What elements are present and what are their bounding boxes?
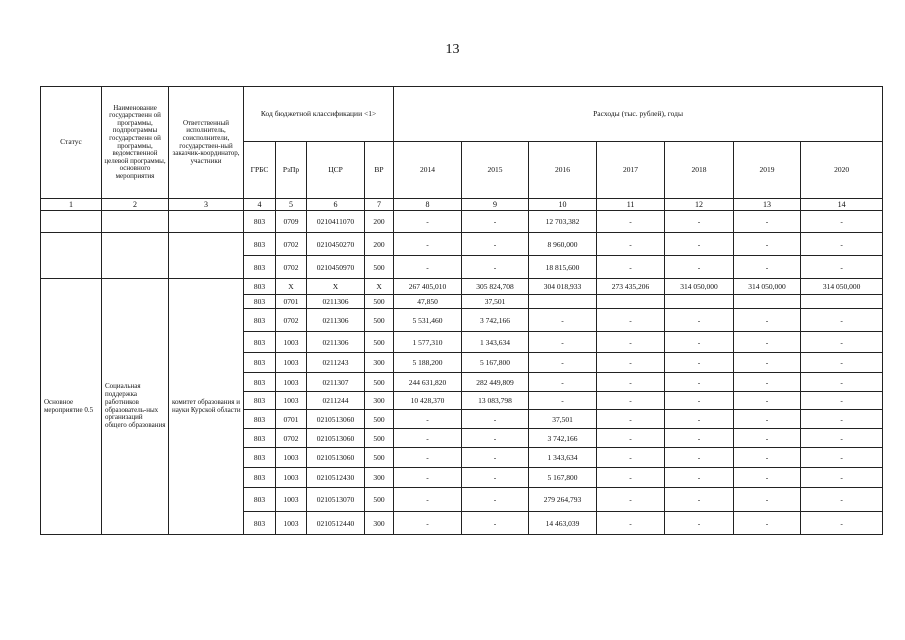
table-cell: - bbox=[665, 373, 734, 392]
table-cell: 0210512430 bbox=[307, 468, 365, 488]
table-cell: - bbox=[734, 448, 801, 468]
header-year: 2015 bbox=[462, 142, 529, 199]
table-cell: Х bbox=[276, 279, 307, 295]
table-cell: 37,501 bbox=[529, 410, 597, 429]
table-cell: - bbox=[394, 211, 462, 233]
table-cell: 300 bbox=[365, 353, 394, 373]
table-cell: 1003 bbox=[276, 353, 307, 373]
table-cell: - bbox=[462, 468, 529, 488]
table-cell: - bbox=[801, 256, 883, 279]
table-cell: - bbox=[462, 256, 529, 279]
table-cell: - bbox=[462, 512, 529, 535]
table-cell: - bbox=[597, 309, 665, 332]
table-cell: 0702 bbox=[276, 429, 307, 448]
table-cell: - bbox=[462, 448, 529, 468]
table-cell: - bbox=[394, 233, 462, 256]
table-cell: - bbox=[801, 373, 883, 392]
table-cell: - bbox=[394, 512, 462, 535]
table-cell: - bbox=[665, 332, 734, 353]
table-cell: - bbox=[665, 512, 734, 535]
table-cell: - bbox=[665, 256, 734, 279]
table-cell: 314 050,000 bbox=[734, 279, 801, 295]
column-number: 1 bbox=[41, 199, 102, 211]
table-cell: 803 bbox=[244, 410, 276, 429]
table-cell: - bbox=[597, 448, 665, 468]
budget-table bbox=[40, 86, 883, 535]
table-cell: 1 343,634 bbox=[462, 332, 529, 353]
table-cell: 5 531,460 bbox=[394, 309, 462, 332]
header-code-col: ЦСР bbox=[307, 142, 365, 199]
table-cell: 1 577,310 bbox=[394, 332, 462, 353]
column-number: 7 bbox=[365, 199, 394, 211]
column-number: 6 bbox=[307, 199, 365, 211]
table-cell: - bbox=[801, 211, 883, 233]
table-cell: 0210512440 bbox=[307, 512, 365, 535]
table-cell: - bbox=[734, 233, 801, 256]
table-cell: - bbox=[665, 468, 734, 488]
table-cell: 279 264,793 bbox=[529, 488, 597, 512]
table-cell: 803 bbox=[244, 512, 276, 535]
table-cell: - bbox=[597, 233, 665, 256]
table-cell: - bbox=[801, 332, 883, 353]
table-cell: 47,850 bbox=[394, 295, 462, 309]
table-cell: - bbox=[801, 410, 883, 429]
table-cell: - bbox=[801, 468, 883, 488]
column-number: 8 bbox=[394, 199, 462, 211]
table-cell: 37,501 bbox=[462, 295, 529, 309]
table-cell: - bbox=[529, 309, 597, 332]
table-cell: 803 bbox=[244, 279, 276, 295]
table-cell: 1003 bbox=[276, 488, 307, 512]
header-code-col: РзПр bbox=[276, 142, 307, 199]
column-number: 14 bbox=[801, 199, 883, 211]
table-cell: 0702 bbox=[276, 233, 307, 256]
table-cell: - bbox=[597, 332, 665, 353]
table-cell: 0211306 bbox=[307, 332, 365, 353]
table-cell: 3 742,166 bbox=[529, 429, 597, 448]
table-body bbox=[41, 211, 883, 535]
table-cell: - bbox=[734, 392, 801, 410]
table-cell: 314 050,000 bbox=[665, 279, 734, 295]
table-cell: - bbox=[394, 468, 462, 488]
header-code-col: ГРБС bbox=[244, 142, 276, 199]
header-year: 2018 bbox=[665, 142, 734, 199]
table-cell: - bbox=[394, 429, 462, 448]
header-year: 2014 bbox=[394, 142, 462, 199]
table-cell: 803 bbox=[244, 332, 276, 353]
table-cell: 200 bbox=[365, 211, 394, 233]
table-cell: 500 bbox=[365, 429, 394, 448]
table-cell: 803 bbox=[244, 353, 276, 373]
column-number: 11 bbox=[597, 199, 665, 211]
table-cell: - bbox=[665, 488, 734, 512]
table-cell: - bbox=[394, 410, 462, 429]
table-cell: 18 815,600 bbox=[529, 256, 597, 279]
header-expenses: Расходы (тыс. рублей), годы bbox=[394, 87, 883, 142]
table-cell: 282 449,809 bbox=[462, 373, 529, 392]
column-number: 5 bbox=[276, 199, 307, 211]
table-cell: 0702 bbox=[276, 256, 307, 279]
table-cell: - bbox=[394, 488, 462, 512]
activity-status: Основное мероприятие 0.5 bbox=[41, 279, 102, 535]
table-cell: 304 018,933 bbox=[529, 279, 597, 295]
table-cell: 803 bbox=[244, 392, 276, 410]
table-cell: - bbox=[529, 353, 597, 373]
table-cell: - bbox=[597, 488, 665, 512]
table-cell: 3 742,166 bbox=[462, 309, 529, 332]
table-cell: - bbox=[462, 488, 529, 512]
table-cell: 500 bbox=[365, 295, 394, 309]
table-cell: - bbox=[597, 512, 665, 535]
table-cell: - bbox=[734, 256, 801, 279]
table-cell: 0210513070 bbox=[307, 488, 365, 512]
table-cell: 0211306 bbox=[307, 295, 365, 309]
header-row-1 bbox=[41, 87, 883, 142]
table-row bbox=[41, 233, 883, 256]
header-year: 2016 bbox=[529, 142, 597, 199]
table-cell: - bbox=[801, 488, 883, 512]
table-cell: - bbox=[801, 353, 883, 373]
table-cell: 14 463,039 bbox=[529, 512, 597, 535]
table-cell: 1003 bbox=[276, 468, 307, 488]
table-cell: 803 bbox=[244, 309, 276, 332]
table-cell: - bbox=[665, 392, 734, 410]
table-cell bbox=[597, 295, 665, 309]
table-cell: 273 435,206 bbox=[597, 279, 665, 295]
table-cell: - bbox=[462, 233, 529, 256]
table-cell: - bbox=[734, 512, 801, 535]
table-cell: 803 bbox=[244, 233, 276, 256]
table-cell: - bbox=[462, 429, 529, 448]
table-cell: 0709 bbox=[276, 211, 307, 233]
column-number: 10 bbox=[529, 199, 597, 211]
table-cell: 13 083,798 bbox=[462, 392, 529, 410]
table-cell: - bbox=[734, 309, 801, 332]
table-cell: 0210450270 bbox=[307, 233, 365, 256]
table-cell: - bbox=[734, 410, 801, 429]
table-cell: 0701 bbox=[276, 410, 307, 429]
table-cell: - bbox=[801, 448, 883, 468]
table-cell: - bbox=[597, 392, 665, 410]
activity-responsible: комитет образования и науки Курской области bbox=[169, 279, 244, 535]
table-cell: 803 bbox=[244, 448, 276, 468]
table-cell: 10 428,370 bbox=[394, 392, 462, 410]
table-cell: 0210411070 bbox=[307, 211, 365, 233]
header-status: Статус bbox=[41, 87, 102, 199]
column-number: 2 bbox=[102, 199, 169, 211]
table-cell: 0211307 bbox=[307, 373, 365, 392]
table-cell bbox=[801, 295, 883, 309]
table-cell: 803 bbox=[244, 211, 276, 233]
table-cell: - bbox=[665, 211, 734, 233]
table-cell: 803 bbox=[244, 373, 276, 392]
table-cell: 1003 bbox=[276, 332, 307, 353]
header-year: 2019 bbox=[734, 142, 801, 199]
table-cell: - bbox=[597, 468, 665, 488]
header-code-col: ВР bbox=[365, 142, 394, 199]
table-cell bbox=[734, 295, 801, 309]
table-cell: 5 167,800 bbox=[529, 468, 597, 488]
table-cell: - bbox=[665, 353, 734, 373]
table-cell: - bbox=[734, 429, 801, 448]
activity-name: Социальная поддержка работников образователь-ных организаций общего образования bbox=[102, 279, 169, 535]
table-cell: 0211306 bbox=[307, 309, 365, 332]
table-cell: 5 167,800 bbox=[462, 353, 529, 373]
table-cell: 0210513060 bbox=[307, 410, 365, 429]
table-cell: - bbox=[529, 392, 597, 410]
table-cell: 803 bbox=[244, 295, 276, 309]
table-cell: 12 703,382 bbox=[529, 211, 597, 233]
table-cell: 314 050,000 bbox=[801, 279, 883, 295]
table-cell: - bbox=[665, 309, 734, 332]
page-number: 13 bbox=[445, 42, 460, 57]
table-cell: - bbox=[734, 488, 801, 512]
table-cell: - bbox=[734, 211, 801, 233]
table-cell: 803 bbox=[244, 468, 276, 488]
table-cell: - bbox=[462, 410, 529, 429]
table-cell: 300 bbox=[365, 512, 394, 535]
table-cell: - bbox=[529, 332, 597, 353]
table-cell: 0210513060 bbox=[307, 448, 365, 468]
header-responsible: Ответственный исполнитель, соисполнители, государствен-ный заказчик-координатор, участники bbox=[169, 87, 244, 199]
table-cell: - bbox=[801, 392, 883, 410]
table-cell: 500 bbox=[365, 488, 394, 512]
table-cell: - bbox=[529, 373, 597, 392]
table-cell: 500 bbox=[365, 332, 394, 353]
table-cell: - bbox=[665, 429, 734, 448]
table-cell: 0701 bbox=[276, 295, 307, 309]
responsible-cell-empty bbox=[169, 233, 244, 279]
table-cell: 1003 bbox=[276, 512, 307, 535]
column-number: 9 bbox=[462, 199, 529, 211]
responsible-cell-empty bbox=[169, 211, 244, 233]
table-cell bbox=[529, 295, 597, 309]
table-cell: Х bbox=[365, 279, 394, 295]
program-cell-empty bbox=[102, 233, 169, 279]
table-cell: - bbox=[801, 233, 883, 256]
program-cell-empty bbox=[102, 211, 169, 233]
table-cell bbox=[665, 295, 734, 309]
table-cell: 500 bbox=[365, 410, 394, 429]
table-row bbox=[41, 279, 883, 295]
header-budget-code: Код бюджетной классификации <1> bbox=[244, 87, 394, 142]
table-cell: - bbox=[734, 332, 801, 353]
table-cell: 803 bbox=[244, 429, 276, 448]
table-cell: - bbox=[394, 256, 462, 279]
budget-table-container bbox=[40, 86, 882, 535]
table-cell: - bbox=[801, 309, 883, 332]
table-cell: 500 bbox=[365, 256, 394, 279]
table-cell: - bbox=[597, 256, 665, 279]
table-cell: 500 bbox=[365, 373, 394, 392]
table-cell: - bbox=[597, 353, 665, 373]
table-cell: 267 405,010 bbox=[394, 279, 462, 295]
table-cell: 244 631,820 bbox=[394, 373, 462, 392]
table-cell: 0210513060 bbox=[307, 429, 365, 448]
table-cell: - bbox=[801, 512, 883, 535]
column-numbers-row bbox=[41, 199, 883, 211]
table-cell: 1003 bbox=[276, 373, 307, 392]
status-cell-empty bbox=[41, 211, 102, 233]
table-cell: - bbox=[665, 410, 734, 429]
table-cell: 0210450970 bbox=[307, 256, 365, 279]
table-cell: 500 bbox=[365, 309, 394, 332]
table-cell: - bbox=[597, 429, 665, 448]
table-cell: - bbox=[734, 468, 801, 488]
table-cell: 300 bbox=[365, 468, 394, 488]
header-year: 2017 bbox=[597, 142, 665, 199]
status-cell-empty bbox=[41, 233, 102, 279]
table-cell: - bbox=[665, 233, 734, 256]
table-cell: - bbox=[734, 353, 801, 373]
column-number: 3 bbox=[169, 199, 244, 211]
column-number: 12 bbox=[665, 199, 734, 211]
table-cell: 803 bbox=[244, 256, 276, 279]
table-cell: - bbox=[597, 211, 665, 233]
table-cell: - bbox=[734, 373, 801, 392]
table-cell: 305 824,708 bbox=[462, 279, 529, 295]
table-cell: 200 bbox=[365, 233, 394, 256]
table-cell: - bbox=[597, 410, 665, 429]
header-program-name: Наименование государственн ой программы, подпрограммы государственн ой программы, ведомственной целевой программы, основного мероприятия bbox=[102, 87, 169, 199]
table-cell: - bbox=[462, 211, 529, 233]
table-cell: - bbox=[801, 429, 883, 448]
column-number: 13 bbox=[734, 199, 801, 211]
table-cell: 0211244 bbox=[307, 392, 365, 410]
table-cell: 803 bbox=[244, 488, 276, 512]
table-cell: Х bbox=[307, 279, 365, 295]
table-cell: - bbox=[394, 448, 462, 468]
table-cell: 500 bbox=[365, 448, 394, 468]
table-cell: 0211243 bbox=[307, 353, 365, 373]
table-cell: 0702 bbox=[276, 309, 307, 332]
column-number: 4 bbox=[244, 199, 276, 211]
table-cell: - bbox=[665, 448, 734, 468]
table-row bbox=[41, 211, 883, 233]
header-year: 2020 bbox=[801, 142, 883, 199]
table-cell: - bbox=[597, 373, 665, 392]
table-cell: 1 343,634 bbox=[529, 448, 597, 468]
table-cell: 5 188,200 bbox=[394, 353, 462, 373]
table-cell: 300 bbox=[365, 392, 394, 410]
table-cell: 1003 bbox=[276, 392, 307, 410]
table-cell: 1003 bbox=[276, 448, 307, 468]
table-cell: 8 960,000 bbox=[529, 233, 597, 256]
